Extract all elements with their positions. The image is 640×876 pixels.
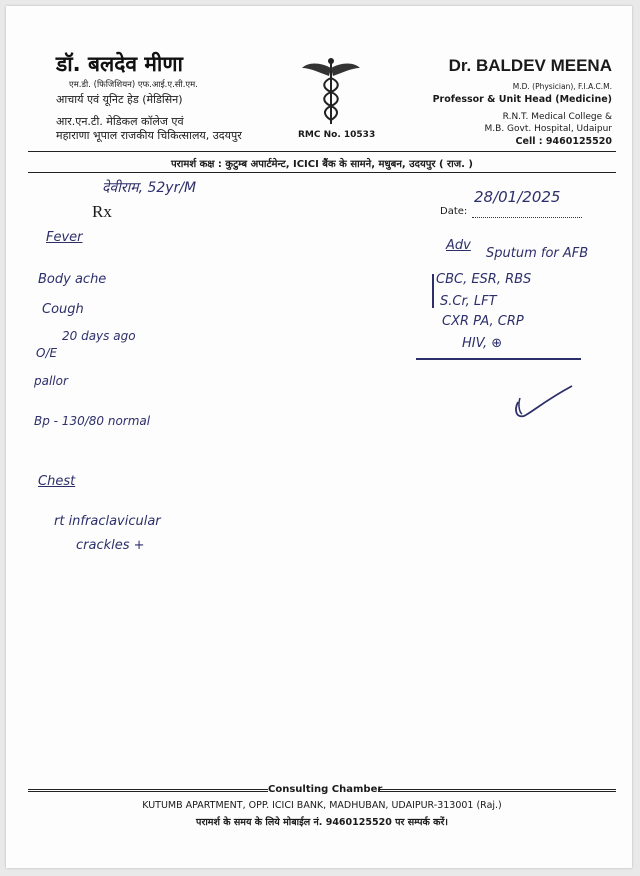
date-label: Date:	[440, 206, 468, 217]
doctor-signature	[506, 382, 576, 422]
exam-oe: O/E	[36, 346, 58, 360]
hospital-hindi: महाराणा भूपाल राजकीय चिकित्सालय, उदयपुर	[56, 129, 242, 142]
complaint-bodyache: Body ache	[38, 272, 107, 287]
footer-rule-left	[28, 789, 268, 792]
rx-symbol: Rx	[92, 202, 112, 221]
caduceus-icon	[300, 56, 362, 126]
degree-english: M.D. (Physician), F.I.A.C.M.	[512, 82, 612, 91]
complaint-fever: Fever	[46, 230, 83, 245]
footer-address: KUTUMB APARTMENT, OPP. ICICI BANK, MADHUBAN, UDAIPUR-313001 (Raj.)	[142, 800, 502, 811]
advice-sputum: Sputum for AFB	[486, 246, 589, 261]
date-dotted-line	[472, 217, 582, 218]
hospital-english: M.B. Govt. Hospital, Udaipur	[484, 124, 612, 134]
advice-blood-tests: CBC, ESR, RBS	[436, 272, 532, 287]
exam-pallor: pallor	[34, 374, 68, 388]
exam-bp: Bp - 130/80 normal	[34, 414, 151, 428]
footer-phone-hindi: परामर्श के समय के लिये मोबाईल नं. 9460125520 पर सम्पर्क करें।	[196, 817, 448, 828]
date-value: 28/01/2025	[474, 188, 561, 206]
exam-chest: Chest	[38, 474, 76, 489]
college-english: R.N.T. Medical College &	[502, 112, 612, 122]
doctor-name-hindi: डॉ. बलदेव मीणा	[56, 52, 183, 76]
doctor-name-english: Dr. BALDEV MEENA	[448, 56, 612, 75]
patient-name: देवीराम, 52yr/M	[102, 180, 197, 196]
footer-rule-right	[378, 789, 616, 792]
rmc-number: RMC No. 10533	[298, 130, 376, 140]
header-rule-bottom	[28, 172, 616, 173]
prescription-sheet	[6, 6, 632, 868]
consult-address-hindi: परामर्श कक्ष : कुटुम्ब अपार्टमेन्ट, ICICI बैंक के सामने, मधुबन, उदयपुर ( राज. )	[170, 159, 473, 170]
advice-xray-crp: CXR PA, CRP	[442, 314, 524, 329]
advice-hiv: HIV, ⊕	[462, 336, 503, 351]
handwritten-underline	[416, 358, 581, 360]
header-rule-top	[28, 151, 616, 152]
college-hindi: आर.एन.टी. मेडिकल कॉलेज एवं	[56, 115, 184, 128]
exam-chest-finding: rt infraclavicular	[54, 514, 161, 529]
advice-renal-liver: S.Cr, LFT	[440, 294, 497, 309]
role-english: Professor & Unit Head (Medicine)	[432, 94, 612, 105]
complaint-cough: Cough	[42, 302, 84, 317]
cell-number: Cell : 9460125520	[515, 136, 612, 147]
exam-crackles: crackles +	[76, 538, 145, 553]
advice-label: Adv	[446, 238, 471, 253]
degree-hindi: एम.डी. (फिजिशियन) एफ.आई.ए.सी.एम.	[69, 80, 198, 90]
role-hindi: आचार्य एवं यूनिट हेड (मेडिसिन)	[56, 93, 183, 106]
handwritten-bracket	[432, 274, 434, 308]
footer-title: Consulting Chamber	[268, 784, 383, 795]
complaint-duration: 20 days ago	[62, 329, 136, 343]
